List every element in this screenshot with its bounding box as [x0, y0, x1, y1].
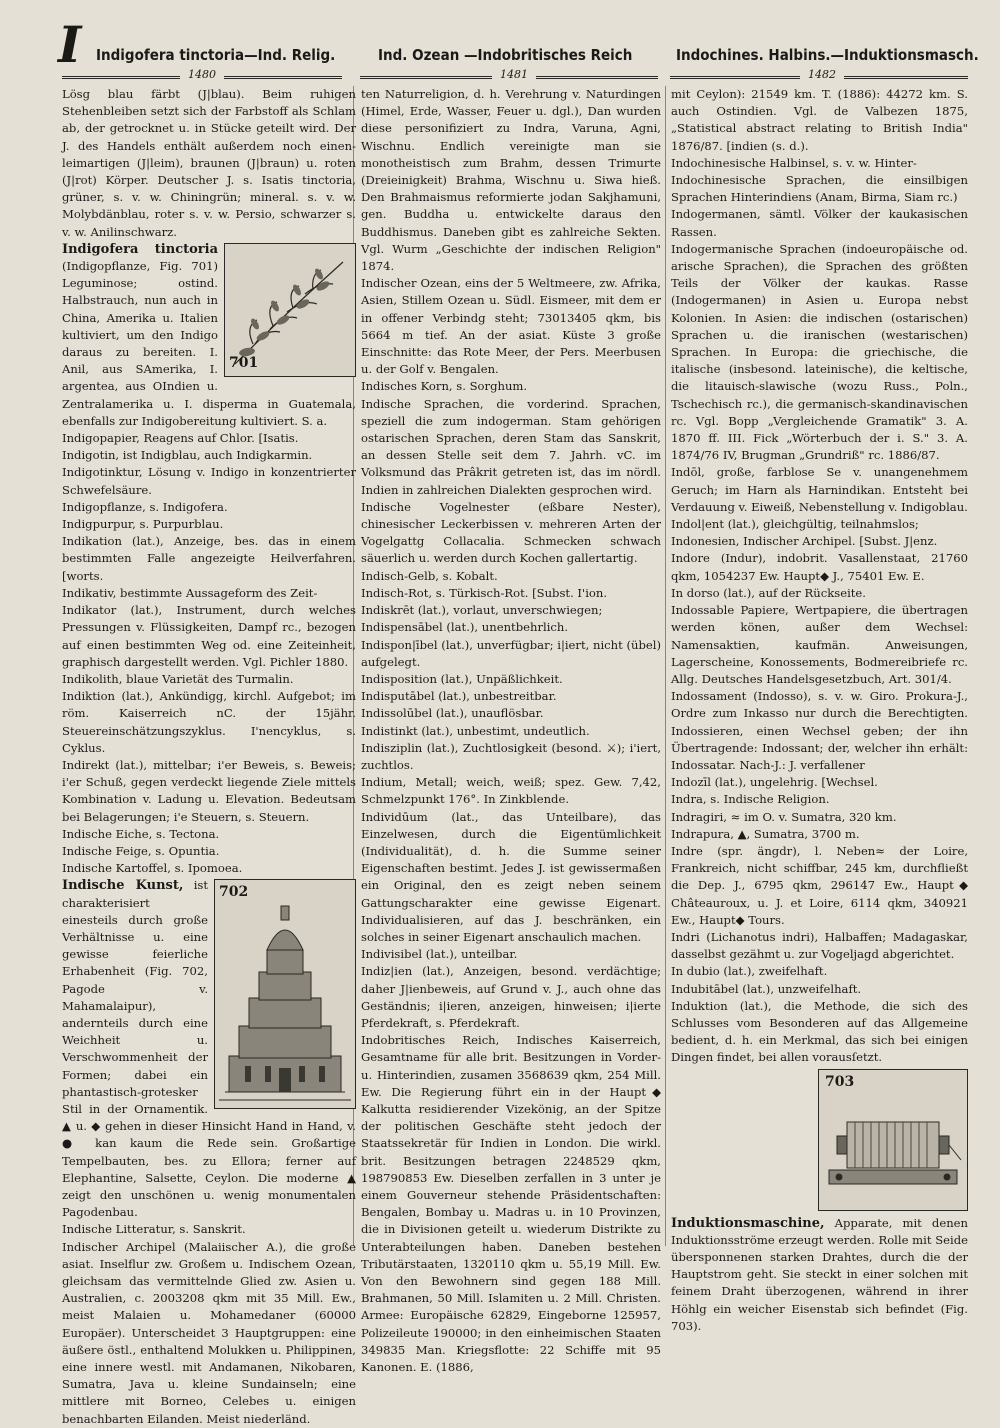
entry: Indisch-Rot, s. Türkisch-Rot. [Subst. I'ion. — [361, 585, 608, 600]
entry-indische-kunst — [62, 877, 356, 1221]
entry: Indikolith, blaue Varietät des Turmalin. — [62, 671, 294, 686]
section-letter: I — [58, 15, 82, 74]
figure-number: 703 — [825, 1073, 855, 1090]
column-center — [361, 86, 661, 1375]
column-left — [62, 86, 356, 1426]
entry: In dubio (lat.), zweifelhaft. — [671, 964, 828, 979]
entry: Indigotinktur, Lösung v. Indigo in konzentrierter Schwefelsäure. — [62, 465, 356, 497]
figure-number: 701 — [229, 354, 259, 371]
entry: Indisch-Gelb, s. Kobalt. — [361, 568, 498, 583]
entry: Indol|ent (lat.), gleichgültig, teilnahmslos; — [671, 517, 919, 532]
entry: Indigpurpur, s. Purpurblau. — [62, 517, 224, 532]
entry: Indisches Korn, s. Sorghum. — [361, 379, 528, 394]
entry: Indiktion (lat.), Ankündigg, kirchl. Aufgebot; im röm. Kaiserreich nC. der 15jähr. Steuereinschätzungszyklus. I'nencyklus, s. Cyklus. — [62, 689, 356, 755]
entry: Indigotin, ist Indigblau, auch Indigkarmin. — [62, 448, 313, 463]
entry: Indistinkt (lat.), unbestimt, undeutlich. — [361, 723, 590, 738]
column-right — [671, 86, 968, 1333]
entry: Indispensābel (lat.), unentbehrlich. — [361, 620, 569, 635]
entry-induktionsmaschine — [671, 1067, 968, 1335]
entry: Indischer Archipel (Malaiischer A.), die große asiat. Inselflur zw. Großem u. Indischem Ozean, gleichsam das vermittelnde Glied zw. Asien u. Australien, c. 2003208 qkm mit 35 Mill. Ew., meist Malaien u. Mohamedaner (60000 Europäer). Unterscheidet 3 Hauptgruppen: eine äußere östl., enthaltend Molukken u. Philippinen, eine innere westl. mit Andamanen, Nikobaren, Sumatra, Java u. kleine Sundainseln; eine mittlere mit Borneo, Celebes u. einigen benachbarten Eilanden. Meist niederländ. — [62, 1239, 356, 1426]
entry: Indische Eiche, s. Tectona. — [62, 826, 220, 841]
running-header-center: Ind. Ozean —Indobritisches Reich — [378, 46, 633, 64]
entry: In dorso (lat.), auf der Rückseite. — [671, 585, 866, 600]
entry: Indische Feige, s. Opuntia. — [62, 843, 220, 858]
entry: Indikation (lat.), Anzeige, bes. das in einem bestimmten Falle angezeigte Heilverfahren. [worts. — [62, 534, 356, 583]
entry: Indisziplin (lat.), Zuchtlosigkeit (besond. ⚔); i'iert, zuchtlos. — [361, 740, 661, 772]
entry: Indiskrēt (lat.), vorlaut, unverschwiegen; — [361, 603, 603, 618]
entry: ten Naturreligion, d. h. Verehrung v. Naturdingen (Himel, Erde, Wasser, Feuer u. dgl.), Dan wurden diese personifiziert zu Indra, Varuna, Agni, Wischnu. Endlich vereinigte man sie monotheistisch zum Brahm, dessen Trimurte (Dreieinigkeit) Brahma, Wischnu u. Siwa hieß. Den Brahmaismus reformierte jodan Sakjhamuni, gen. Buddha u. entwickelte daraus den Buddhismus. Daneben gibt es zahlreiche Sekten. Vgl. Wurm „Geschichte der indischen Religion" 1874. — [361, 87, 661, 274]
entry: Indiz|ien (lat.), Anzeigen, besond. verdächtige; daher J|ienbeweis, auf Grund v. J., auch ohne das Geständnis; i|ieren, anzeigen, hinweisen; i|ierte Pferdekraft, s. Pferdekraft. — [361, 964, 661, 1030]
entry: Indochinesische Sprachen, die einsilbigen Sprachen Hinterindiens (Anam, Birma, Siam rc.) — [671, 173, 968, 205]
pagoda-illustration-icon — [215, 880, 355, 1108]
entry: Indossament (Indosso), s. v. w. Giro. Prokura-J., Ordre zum Inkasso nur durch die Berechtigten. Indossieren, einen Wechsel geben; der ihn Übertragende: Indossant; der, welcher ihn erhält: Indossatar. Nach-J.: J. verfallener — [671, 689, 968, 772]
entry: Indium, Metall; weich, weiß; spez. Gew. 7,42, Schmelzpunkt 176°. In Zinkblende. — [361, 775, 661, 807]
headword: Indische Kunst, — [62, 878, 184, 894]
entry: Indische Vogelnester (eßbare Nester), chinesischer Leckerbissen v. mehreren Arten der Vogelgattg Collacalia. Schmecken schwach säuerlich u. werden durch Kochen gallertartig. — [361, 499, 661, 566]
figure-pagoda — [214, 879, 356, 1109]
headword: Indigofera tinctoria — [62, 241, 218, 257]
entry-text: ist charakterisiert einesteils durch große Verhältnisse u. eine gewisse feierliche Erhabenheit (Fig. 702, Pagode v. Mahamalaipur), andernteils durch eine Weichheit u. Verschwommenheit der Formen; dabei ein phantastisch-grotesker Stil in der Ornamentik. ▲ u. ◆ gehen in dieser Hinsicht Hand in Hand, v. ● kan kaum die Rede sein. Großartige Tempelbauten, bes. zu Ellora; ferner auf Elephantine, Salsette, Ceylon. Die moderne ▲ zeigt den unschönen u. wenig monumentalen Pagodenbau. — [62, 878, 356, 1220]
entry-indigofera — [62, 241, 356, 430]
entry: Indonesien, Indischer Archipel. [Subst. J|enz. — [671, 534, 938, 549]
entry: Indigopapier, Reagens auf Chlor. [Isatis. — [62, 431, 299, 446]
entry: Indra, s. Indische Religion. — [671, 792, 830, 807]
entry: mit Ceylon): 21549 km. T. (1886): 44272 km. S. auch Ostindien. Vgl. de Valbezen 1875, „Statistical abstract relating to British India" 1876/87. [indien (s. d.). — [671, 87, 968, 153]
column-number-left: 1480 — [180, 68, 224, 81]
entry: Indri (Lichanotus indri), Halbaffen; Madagaskar, dasselbst gezähmt u. zur Vogeljagd abgerichtet. — [671, 929, 968, 962]
column-number-center: 1481 — [492, 68, 536, 81]
running-header-right: Indochines. Halbins.—Induktionsmasch. — [676, 46, 979, 64]
entry: Indrapura, ▲, Sumatra, 3700 m. — [671, 826, 860, 841]
column-number-right: 1482 — [800, 68, 844, 81]
entry: Indossable Papiere, Wertpapiere, die übertragen werden könen, außer dem Wechsel: Namensaktien, kaufmän. Anweisungen, Lagerscheine, Konossements, Bodmereibriefe rc. Allg. Deutsches Handelsgesetzbuch, Art. 301/4. — [671, 603, 968, 686]
entry: Indozīl (lat.), ungelehrig. [Wechsel. — [671, 775, 878, 790]
entry: Indissolūbel (lat.), unauflösbar. — [361, 706, 544, 721]
entry: Indogermanen, sämtl. Völker der kaukasischen Rassen. — [671, 207, 968, 239]
figure-induction-coil — [818, 1069, 968, 1211]
entry-text: Apparate, mit denen Induktionsströme erzeugt werden. Rolle mit Seide übersponnenen starken Drahtes, durch die der Hauptstrom geht. Sie steckt in einer solchen mit feinem Draht überzogenen, während in ihrer Höhlg ein weicher Eisenstab sich befindet (Fig. 703). — [671, 1215, 968, 1333]
running-header-left: Indigofera tinctoria—Ind. Relig. — [96, 46, 336, 64]
entry: Indre (spr. ängdr), l. Neben≈ der Loire, Frankreich, nicht schiffbar, 245 km, durchfließt die Dep. J., 6795 qkm, 296147 Ew., Haupt◆ Châteauroux, u. J. et Loire, 6114 qkm, 340921 Ew., Haupt◆ Tours. — [671, 843, 968, 927]
entry: Indochinesische Halbinsel, s. v. w. Hinter- — [671, 155, 917, 170]
entry: Indubitābel (lat.), unzweifelhaft. — [671, 981, 862, 996]
entry: Indische Kartoffel, s. Ipomoea. — [62, 861, 243, 876]
entry: Indispon|ībel (lat.), unverfügbar; i|iert, nicht (übel) aufgelegt. — [361, 637, 661, 669]
entry-text: (Indigopflanze, Fig. 701) Leguminose; ostind. Halbstrauch, nun auch in China, Amerika u. Italien kultiviert, um den Indigo daraus zu bereiten. I. Anil, aus SAmerika, I. argentea, aus OIndien u. Zentralamerika u. I. disperma in Guatemala, ebenfalls zur Indigobereitung kultiviert. S. a. — [62, 259, 356, 428]
entry: Indirekt (lat.), mittelbar; i'er Beweis, s. Beweis; i'er Schuß, gegen verdeckt liegende Ziele mittels Kombination v. Ladung u. Elevation. Bedeutsam bei Belagerungen; i'e Steuern, s. Steuern. — [62, 757, 356, 824]
entry-text: Lösg blau färbt (J|blau). Beim ruhigen Stehenbleiben setzt sich der Farbstoff als Schlam ab, der getrocknet u. in Stücke geteilt wird. Der J. des Handels enthält außerdem noch einen-leimartigen (J|leim), braunen (J|braun) u. roten (J|rot) Körper. Deutscher J. s. Isatis tinctoria, grüner, s. v. w. Chiningrün; mineral. s. v. w. Molybdänblau, roter s. v. w. Persio, schwarzer s. v. w. Anilinschwarz. — [62, 87, 356, 239]
entry: Indische Litteratur, s. Sanskrit. — [62, 1222, 246, 1237]
entry: Indische Sprachen, die vorderind. Sprachen, speziell die zum indogerman. Stam gehörigen ostarischen Sprachen, deren Stam das Sanskrit, an dessen Stelle seit dem 7. Jahrh. vC. im Volksmund das Prâkrit getreten ist, das im nördl. Indien in zahlreichen Dialekten gesprochen wird. — [361, 396, 661, 497]
entry: Indisputābel (lat.), unbestreitbar. — [361, 689, 557, 704]
entry: Indivisibel (lat.), unteilbar. — [361, 947, 518, 962]
entry: Indisposition (lat.), Unpäßlichkeit. — [361, 671, 563, 686]
entry: Indikativ, bestimmte Aussageform des Zeit- — [62, 585, 318, 600]
entry: Induktion (lat.), die Methode, die sich des Schlusses vom Besonderen auf das Allgemeine bedient, d. h. ein Merkmal, das sich bei einigen Dingen findet, bei allen vorausſetzt. — [671, 998, 968, 1065]
entry: Indikator (lat.), Instrument, durch welches Pressungen v. Flüssigkeiten, Dampf rc., bezogen auf einen bestimmten Weg od. eine Zeiteinheit, graphisch dargestellt werden. Vgl. Pichler 1880. — [62, 603, 356, 669]
entry: Indragiri, ≈ im O. v. Sumatra, 320 km. — [671, 809, 897, 824]
headword: Induktionsmaschine, — [671, 1215, 825, 1231]
figure-indigo-plant — [224, 243, 356, 377]
entry: Indigopflanze, s. Indigofera. — [62, 499, 228, 514]
entry: Indore (Indur), indobrit. Vasallenstaat, 21760 qkm, 1054237 Ew. Haupt◆ J., 75401 Ew. E. — [671, 551, 968, 583]
entry: Indogermanische Sprachen (indoeuropäische od. arische Sprachen), die Sprachen des größten Teils der Völker der kaukas. Rasse (Indogermanen) in Asien u. Europa nebst Kolonien. In Asien: die indischen (ostarischen) Sprachen u. die iranischen (westarischen) Sprachen. In Europa: die griechische, die italische (insbesond. lateinische), die keltische, die litauisch-slawische (wozu Russ., Poln., Tschechisch rc.), die germanisch-skandinavischen rc. Vgl. Bopp „Vergleichende Gramatik" 3. A. 1870 ff. III. Fick „Wörterbuch der i. S." 3. A. 1874/76 IV, Brugman „Grundriß" rc. 1886/87. — [671, 241, 968, 463]
entry: Indischer Ozean, eins der 5 Weltmeere, zw. Afrika, Asien, Stillem Ozean u. Südl. Eismeer, mit dem er in offener Verbindg steht; 73013405 qkm, bis 5664 m tief. An der asiat. Küste 3 große Einschnitte: das Rote Meer, der Pers. Meerbusen u. der Golf v. Bengalen. — [361, 276, 661, 377]
entry: Indobritisches Reich, Indisches Kaiserreich, Gesamtname für alle brit. Besitzungen in Vorder- u. Hinterindien, zusamen 3568639 qkm, 254 Mill. Ew. Die Regierung führt ein in der Haupt◆ Kalkutta residierender Vizekönig, an der Spitze der politischen Geschäfte steht jedoch der Staatssekretär für Indien in London. Die wirkl. brit. Besitzungen betragen 2248529 qkm, 198790853 Ew. Dieselben zerfallen in 3 unter je einem Gouverneur stehende Präsidentschaften: Bengalen, Bombay u. Madras u. in 10 Provinzen, die in Divisionen geteilt u. wiederum Distrikte zu Unterabteilungen haben. Daneben bestehen Tributärstaaten, 1320110 qkm u. 55,19 Mill. Ew. Von den Bewohnern sind gegen 188 Mill. Brahmanen, 50 Mill. Islamiten u. 2 Mill. Christen. Armee: Europäische 62829, Eingeborne 125957, Polizeileute 190000; in den einheimischen Staaten 349835 Man. Kriegsflotte: 22 Schiffe mit 95 Kanonen. E. (1886, — [361, 1033, 661, 1375]
entry: Individūum (lat., das Unteilbare), das Einzelwesen, durch die Eigentümlichkeit (Individualität), d. h. die Summe seiner Eigenschaften bestimt. Jedes J. ist gewissermaßen ein Original, den es zeigt neben seinem Gattungscharakter eine gewisse Eigenart. Individualisieren, auf das J. beschränken, ein solches in seiner Eigenart anschaulich machen. — [361, 809, 661, 944]
figure-number: 702 — [219, 884, 249, 901]
entry: Indōl, große, farblose Se v. unangenehmem Geruch; im Harn als Harnindikan. Entsteht bei Verdauung v. Eiweiß, Nebenstellung v. Indigoblau. — [671, 465, 968, 514]
column-divider — [665, 86, 666, 1246]
